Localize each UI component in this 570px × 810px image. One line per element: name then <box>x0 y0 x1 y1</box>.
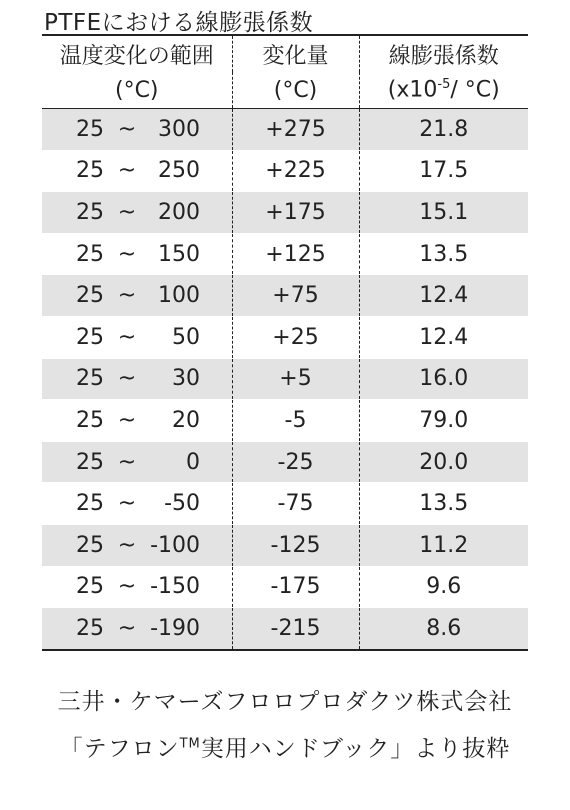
range-to: 50 <box>172 324 200 350</box>
coefficient-cell: 17.5 <box>359 150 528 192</box>
unit-prefix: (x10 <box>387 77 438 103</box>
table-row <box>42 608 528 650</box>
temp-range-cell <box>42 441 232 483</box>
header-change: 変化量 <box>232 35 359 72</box>
change-cell: +25 <box>232 316 359 358</box>
change-cell: +125 <box>232 233 359 275</box>
range-from: 25 <box>76 116 104 142</box>
header-row <box>42 35 528 72</box>
table-row <box>42 400 528 442</box>
table-row <box>42 150 528 192</box>
range-tilde: ~ <box>117 491 137 517</box>
temp-range-cell <box>42 109 232 151</box>
range-to: 300 <box>158 116 200 142</box>
source-company: 三井・ケマーズフロロプロダクツ株式会社 <box>57 689 513 715</box>
range-to: -190 <box>150 615 200 641</box>
header-unit-row <box>42 72 528 109</box>
temp-range-cell <box>42 316 232 358</box>
temp-range-cell <box>42 524 232 566</box>
table-row <box>42 483 528 525</box>
range-from: 25 <box>76 199 104 225</box>
change-cell: -175 <box>232 566 359 608</box>
range-to: 30 <box>172 366 200 392</box>
change-cell: -125 <box>232 524 359 566</box>
range-tilde: ~ <box>117 449 137 475</box>
coefficient-cell: 21.8 <box>359 109 528 151</box>
table-body <box>42 109 528 650</box>
range-tilde: ~ <box>117 407 137 433</box>
coefficient-cell: 15.1 <box>359 192 528 234</box>
table-row <box>42 441 528 483</box>
temp-range-cell <box>42 150 232 192</box>
range-from: 25 <box>76 615 104 641</box>
source-book <box>0 730 570 763</box>
trademark-mark: TM <box>179 736 201 752</box>
range-from: 25 <box>76 407 104 433</box>
change-cell: +75 <box>232 275 359 317</box>
temp-range-cell <box>42 483 232 525</box>
range-from: 25 <box>76 324 104 350</box>
coefficient-cell: 13.5 <box>359 483 528 525</box>
coefficient-cell: 12.4 <box>359 275 528 317</box>
range-from: 25 <box>76 283 104 309</box>
range-tilde: ~ <box>117 241 137 267</box>
temp-range-cell <box>42 233 232 275</box>
expansion-table <box>42 34 528 651</box>
temp-range-cell <box>42 608 232 650</box>
change-cell: -215 <box>232 608 359 650</box>
coefficient-cell: 20.0 <box>359 441 528 483</box>
unit-suffix: / °C) <box>450 77 500 103</box>
range-to: -150 <box>150 574 200 600</box>
range-from: 25 <box>76 158 104 184</box>
range-tilde: ~ <box>117 158 137 184</box>
change-cell: +5 <box>232 358 359 400</box>
coefficient-cell: 16.0 <box>359 358 528 400</box>
temp-range-cell <box>42 192 232 234</box>
header-temp-range: 温度変化の範囲 <box>42 35 232 72</box>
range-to: 200 <box>158 199 200 225</box>
page-title: PTFEにおける線膨張係数 <box>44 10 314 36</box>
temp-range-cell <box>42 400 232 442</box>
source-book-post: 実用ハンドブック」より抜粋 <box>200 736 511 762</box>
range-from: 25 <box>76 449 104 475</box>
temp-range-cell <box>42 358 232 400</box>
coefficient-cell: 8.6 <box>359 608 528 650</box>
change-cell: +275 <box>232 109 359 151</box>
header-coefficient: 線膨張係数 <box>359 35 528 72</box>
range-from: 25 <box>76 366 104 392</box>
range-from: 25 <box>76 532 104 558</box>
coefficient-cell: 79.0 <box>359 400 528 442</box>
table-row <box>42 275 528 317</box>
table-row <box>42 524 528 566</box>
temp-range-cell <box>42 566 232 608</box>
change-cell: +225 <box>232 150 359 192</box>
source-book-pre: 「テフロン <box>59 736 180 762</box>
range-tilde: ~ <box>117 615 137 641</box>
range-to: -100 <box>150 532 200 558</box>
range-tilde: ~ <box>117 324 137 350</box>
range-tilde: ~ <box>117 116 137 142</box>
table-row <box>42 109 528 151</box>
change-cell: -75 <box>232 483 359 525</box>
temp-range-cell <box>42 275 232 317</box>
coefficient-cell: 12.4 <box>359 316 528 358</box>
range-to: 0 <box>186 449 200 475</box>
range-to: 20 <box>172 407 200 433</box>
table-row <box>42 566 528 608</box>
range-to: -50 <box>164 491 200 517</box>
header-coefficient-unit <box>359 72 528 109</box>
range-from: 25 <box>76 491 104 517</box>
range-tilde: ~ <box>117 366 137 392</box>
range-to: 250 <box>158 158 200 184</box>
range-from: 25 <box>76 574 104 600</box>
table-row <box>42 316 528 358</box>
range-tilde: ~ <box>117 283 137 309</box>
change-cell: -5 <box>232 400 359 442</box>
coefficient-cell: 11.2 <box>359 524 528 566</box>
range-tilde: ~ <box>117 574 137 600</box>
range-tilde: ~ <box>117 199 137 225</box>
range-tilde: ~ <box>117 532 137 558</box>
table-row <box>42 233 528 275</box>
header-temp-unit: (°C) <box>42 72 232 109</box>
unit-exponent: -5 <box>437 77 451 93</box>
table-row <box>42 358 528 400</box>
range-to: 100 <box>158 283 200 309</box>
header-change-unit: (°C) <box>232 72 359 109</box>
range-to: 150 <box>158 241 200 267</box>
change-cell: +175 <box>232 192 359 234</box>
coefficient-cell: 9.6 <box>359 566 528 608</box>
change-cell: -25 <box>232 441 359 483</box>
range-from: 25 <box>76 241 104 267</box>
coefficient-cell: 13.5 <box>359 233 528 275</box>
table-row <box>42 192 528 234</box>
